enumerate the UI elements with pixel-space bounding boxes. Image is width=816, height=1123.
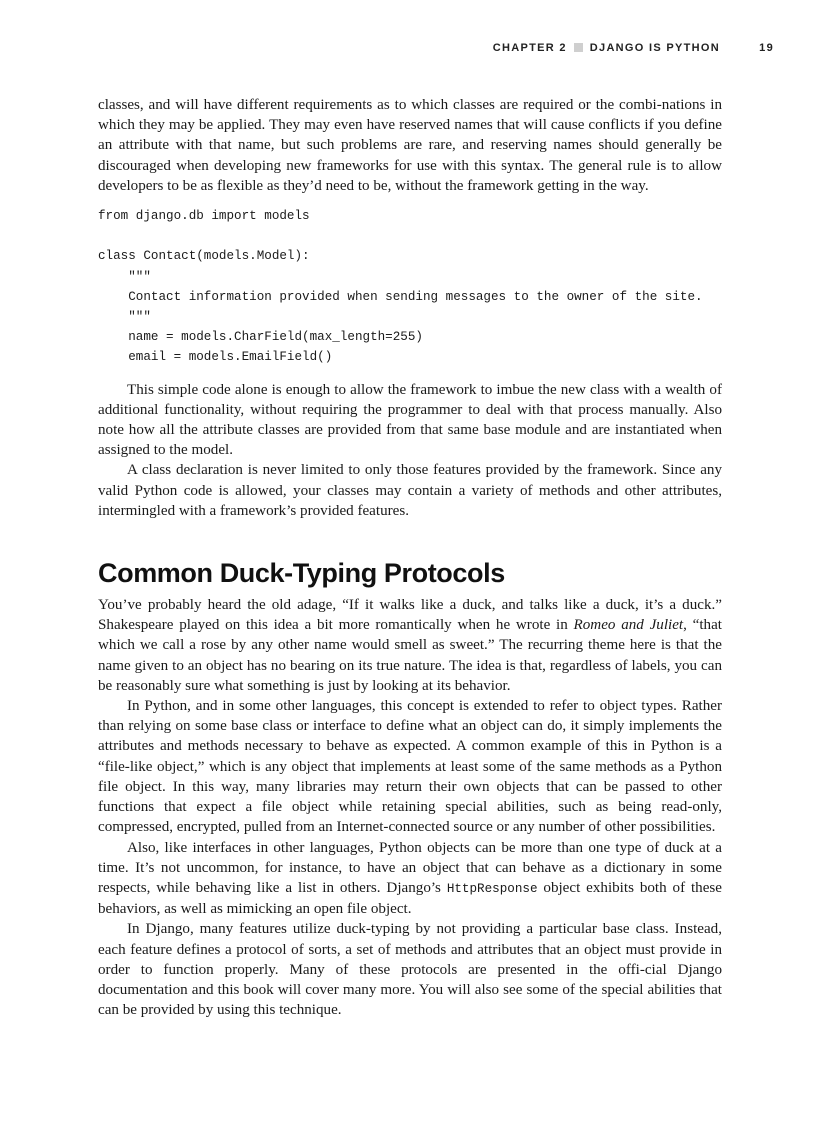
chapter-label: CHAPTER 2 xyxy=(492,42,567,54)
paragraph-multiple-ducks xyxy=(98,838,722,920)
page-body xyxy=(98,95,722,1020)
play-title: Romeo and Juliet xyxy=(573,617,684,634)
code-listing: from django.db import models class Contact(models.Model): """ Contact information provided when sending messages to the owner of the site. """ name = models.CharField(max_length=255) email = models.EmailField() xyxy=(98,209,703,365)
duck-adage-text-continued: , “that which we call a rose by any other name would smell as sweet.” The recurring theme here is that the name given to an object has no bearing on its true nature. The idea is that, regardless of labels, you can be reasonably sure what something is just by looking at its behavior. xyxy=(98,617,722,694)
duck-adage-text: You’ve probably heard the old adage, “If it walks like a duck, and talks like a duck, it’s a duck.” Shakespeare played on this idea a bit more romantically when he wrote in xyxy=(98,597,722,634)
chapter-title: DJANGO IS PYTHON xyxy=(589,42,720,54)
multiple-ducks-text: Also, like interfaces in other languages, Python objects can be more than one type of duck at a time. It’s not uncommon, for instance, to have an object that can behave as a dictionary in some respects, while behaving like a list in others. Django’s xyxy=(98,839,722,896)
paragraph-class-declaration: A class declaration is never limited to only those features provided by the framework. Since any valid Python code is allowed, your classes may contain a variety of methods and other attributes, intermingled with a framework’s provided features. xyxy=(98,462,722,519)
multiple-ducks-text-continued: object exhibits both of these behaviors, as well as mimicking an open file object. xyxy=(98,879,722,918)
paragraph-duck-adage xyxy=(98,595,722,696)
inline-code-httpresponse: HttpResponse xyxy=(446,881,538,896)
paragraph-framework-functionality: This simple code alone is enough to allow the framework to imbue the new class with a wealth of additional functionality, without requiring the programmer to deal with that process manually. Also note how all the attribute classes are provided from that same base module and are instantiated when assigned to the model. xyxy=(98,381,722,459)
page-number: 19 xyxy=(759,42,774,54)
paragraph-object-types: In Python, and in some other languages, this concept is extended to refer to object types. Rather than relying on some base class or interface to define what an object can do, it simply implements the attributes and methods necessary to behave as expected. A common example of this in Python is a “file-like object,” which is any object that implements at least some of the same methods as a Python file object. In this way, many libraries may return their own objects that can be passed to other functions that expect a file object while retaining special abilities, such as being read-only, compressed, encrypted, pulled from an Internet-connected source or any number of other possibilities. xyxy=(98,698,722,836)
paragraph-django-protocols: In Django, many features utilize duck-typing by not providing a particular base class. Instead, each feature defines a protocol of sorts, a set of methods and attributes that an object must provide in order to function properly. Many of these protocols are presented in the offi-cial Django documentation and this book will cover many more. You will also see some of the special abilities that can be provided by using this technique. xyxy=(98,921,722,1019)
section-heading: Common Duck-Typing Protocols xyxy=(98,558,505,589)
separator-square-icon xyxy=(574,43,583,52)
intro-paragraph: classes, and will have different requirements as to which classes are required or the combi-nations in which they may be applied. They may even have reserved names that will cause conflicts if you define an attribute with that name, but such problems are rare, and reserving names should generally be discouraged when developing new frameworks for use with this syntax. The general rule is to allow developers to be as flexible as they’d need to be, without the framework getting in the way. xyxy=(98,97,722,194)
chapter-heading xyxy=(493,42,720,54)
running-header xyxy=(98,42,774,58)
